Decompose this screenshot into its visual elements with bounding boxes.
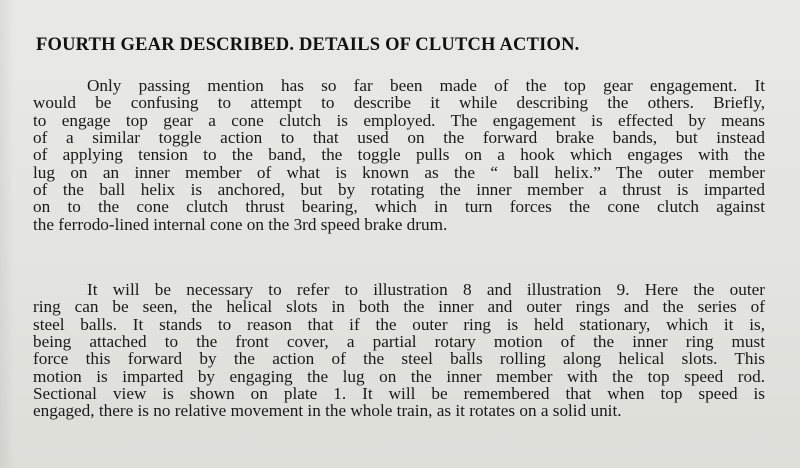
- paragraph-top-gear-engagement: [33, 77, 765, 233]
- text-line: motion is imparted by engaging the lug on the inner member with the top speed rod.: [33, 366, 765, 386]
- text-line: steel balls. It stands to reason that if the outer ring is held stationary, which it is,: [33, 314, 765, 334]
- text-line: to engage top gear a cone clutch is employed. The engagement is effected by means: [33, 110, 765, 130]
- text-line: being attached to the front cover, a partial rotary motion of the inner ring must: [33, 332, 765, 352]
- text-line: the ferrodo-lined internal cone on the 3rd speed brake drum.: [33, 214, 448, 234]
- text-line: force this forward by the action of the steel balls rolling along helical slots. This: [33, 349, 765, 369]
- text-line: Only passing mention has so far been made of the top gear engagement. It: [87, 76, 765, 95]
- text-line: lug on an inner member of what is known as the “ ball helix.” The outer member: [33, 162, 765, 182]
- text-line: of a similar toggle action to that used on the forward brake bands, but instead: [33, 128, 765, 148]
- text-line: of the ball helix is anchored, but by rotating the inner member a thrust is imparted: [33, 180, 765, 200]
- paragraph-ball-helix-illustrations: [33, 281, 765, 420]
- text-line: would be confusing to attempt to describe it while describing the others. Briefly,: [33, 93, 765, 113]
- text-line: engaged, there is no relative movement in the whole train, as it rotates on a solid unit.: [33, 401, 622, 421]
- page-edge-shadow: [0, 0, 14, 468]
- text-line: of applying tension to the band, the toggle pulls on a hook which engages with the: [33, 145, 765, 165]
- text-line: It will be necessary to refer to illustration 8 and illustration 9. Here the outer: [87, 280, 765, 299]
- text-line: on to the cone clutch thrust bearing, which in turn forces the cone clutch against: [33, 197, 765, 217]
- text-line: ring can be seen, the helical slots in both the inner and outer rings and the series of: [33, 297, 765, 317]
- text-line: Sectional view is shown on plate 1. It will be remembered that when top speed is: [33, 384, 765, 404]
- section-heading: FOURTH GEAR DESCRIBED. DETAILS OF CLUTCH ACTION.: [36, 35, 580, 55]
